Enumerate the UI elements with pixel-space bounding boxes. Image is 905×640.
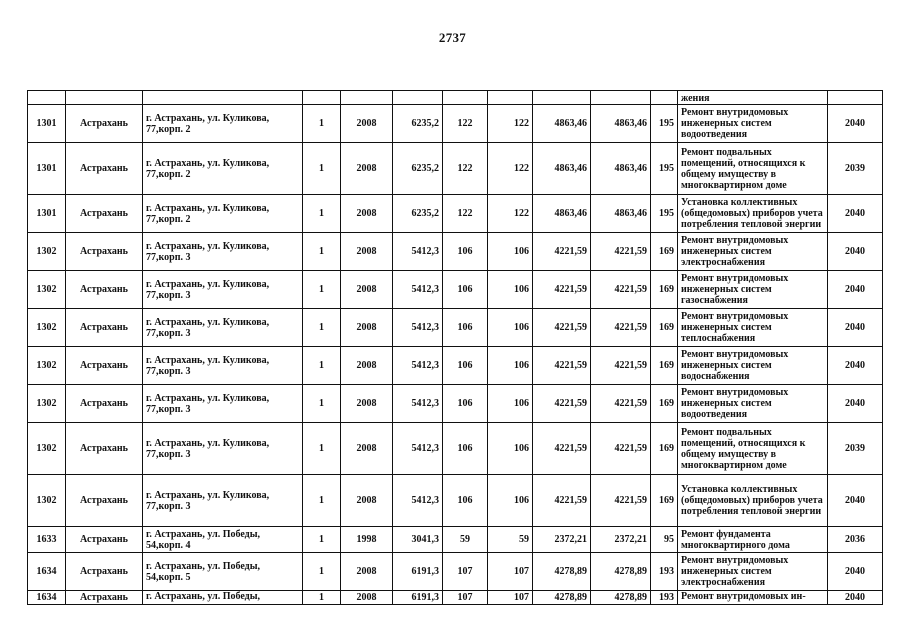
area-cell: 5412,3 bbox=[393, 475, 443, 527]
end-year-cell: 2039 bbox=[828, 423, 883, 475]
residents-cell: 107 bbox=[443, 591, 488, 605]
cost-total-cell: 4863,46 bbox=[591, 143, 651, 195]
work-cell: Ремонт фундамента многоквартирного дома bbox=[678, 527, 828, 553]
cost-cell: 4863,46 bbox=[533, 143, 591, 195]
address-cell: г. Астрахань, ул. Куликова, 77,корп. 3 bbox=[143, 347, 303, 385]
area-cell: 5412,3 bbox=[393, 423, 443, 475]
city-cell: Астрахань bbox=[66, 143, 143, 195]
id-cell: 1302 bbox=[28, 309, 66, 347]
address-cell: г. Астрахань, ул. Куликова, 77,корп. 3 bbox=[143, 271, 303, 309]
table-row bbox=[28, 195, 883, 233]
year-cell: 2008 bbox=[341, 271, 393, 309]
end-year-cell: 2040 bbox=[828, 309, 883, 347]
table-row bbox=[28, 347, 883, 385]
count-cell: 1 bbox=[303, 475, 341, 527]
residents-total-cell: 107 bbox=[488, 591, 533, 605]
id-cell: 1302 bbox=[28, 271, 66, 309]
works-table bbox=[27, 90, 883, 605]
unit-cost-cell: 169 bbox=[651, 475, 678, 527]
cost-total-cell: 4278,89 bbox=[591, 553, 651, 591]
work-cell: Ремонт внутридомовых инженерных систем газоснабжения bbox=[678, 271, 828, 309]
city-cell: Астрахань bbox=[66, 475, 143, 527]
end-year-cell: 2040 bbox=[828, 271, 883, 309]
area-cell: 6235,2 bbox=[393, 143, 443, 195]
table-row bbox=[28, 385, 883, 423]
work-cell: Ремонт внутридомовых инженерных систем электроснабжения bbox=[678, 553, 828, 591]
year-cell: 2008 bbox=[341, 475, 393, 527]
unit-cost-cell: 169 bbox=[651, 347, 678, 385]
residents-total-cell: 106 bbox=[488, 347, 533, 385]
count-cell: 1 bbox=[303, 271, 341, 309]
count-cell: 1 bbox=[303, 553, 341, 591]
work-cell: Ремонт внутридомовых инженерных систем водоснабжения bbox=[678, 347, 828, 385]
year-cell: 2008 bbox=[341, 309, 393, 347]
address-cell: г. Астрахань, ул. Победы, 54,корп. 5 bbox=[143, 553, 303, 591]
table-row bbox=[28, 143, 883, 195]
residents-cell: 122 bbox=[443, 143, 488, 195]
end-year-cell: 2040 bbox=[828, 233, 883, 271]
cost-total-cell: 4278,89 bbox=[591, 591, 651, 605]
area-cell: 5412,3 bbox=[393, 271, 443, 309]
work-cell: Ремонт внутридомовых инженерных систем теплоснабжения bbox=[678, 309, 828, 347]
address-cell: г. Астрахань, ул. Куликова, 77,корп. 3 bbox=[143, 309, 303, 347]
year-cell: 2008 bbox=[341, 143, 393, 195]
unit-cost-cell: 169 bbox=[651, 423, 678, 475]
id-cell: 1301 bbox=[28, 105, 66, 143]
table-row bbox=[28, 423, 883, 475]
end-year-cell: 2036 bbox=[828, 527, 883, 553]
count-cell: 1 bbox=[303, 309, 341, 347]
cost-cell: 4221,59 bbox=[533, 423, 591, 475]
area-cell: 5412,3 bbox=[393, 347, 443, 385]
table-row bbox=[28, 233, 883, 271]
address-cell: г. Астрахань, ул. Куликова, 77,корп. 3 bbox=[143, 475, 303, 527]
end-year-cell: 2040 bbox=[828, 347, 883, 385]
year-cell: 2008 bbox=[341, 233, 393, 271]
count-cell: 1 bbox=[303, 105, 341, 143]
year-cell: 2008 bbox=[341, 591, 393, 605]
cost-total-cell: 4863,46 bbox=[591, 105, 651, 143]
table-row bbox=[28, 527, 883, 553]
residents-cell: 106 bbox=[443, 271, 488, 309]
id-cell: 1633 bbox=[28, 527, 66, 553]
area-cell: 6191,3 bbox=[393, 553, 443, 591]
year-cell: 2008 bbox=[341, 553, 393, 591]
id-cell: 1634 bbox=[28, 591, 66, 605]
cost-total-cell: 4221,59 bbox=[591, 309, 651, 347]
id-cell: 1302 bbox=[28, 475, 66, 527]
end-year-cell: 2040 bbox=[828, 591, 883, 605]
address-cell: г. Астрахань, ул. Куликова, 77,корп. 2 bbox=[143, 105, 303, 143]
id-cell: 1634 bbox=[28, 553, 66, 591]
count-cell: 1 bbox=[303, 591, 341, 605]
city-cell: Астрахань bbox=[66, 271, 143, 309]
address-cell: г. Астрахань, ул. Куликова, 77,корп. 3 bbox=[143, 423, 303, 475]
year-cell: 1998 bbox=[341, 527, 393, 553]
id-cell: 1302 bbox=[28, 347, 66, 385]
address-cell: г. Астрахань, ул. Победы, bbox=[143, 591, 303, 605]
residents-cell: 122 bbox=[443, 195, 488, 233]
cost-cell: 4278,89 bbox=[533, 591, 591, 605]
residents-total-cell: 106 bbox=[488, 271, 533, 309]
address-cell: г. Астрахань, ул. Куликова, 77,корп. 2 bbox=[143, 143, 303, 195]
cost-total-cell: 4221,59 bbox=[591, 475, 651, 527]
address-cell: г. Астрахань, ул. Куликова, 77,корп. 3 bbox=[143, 233, 303, 271]
cost-cell: 4221,59 bbox=[533, 233, 591, 271]
unit-cost-cell: 169 bbox=[651, 233, 678, 271]
year-cell: 2008 bbox=[341, 195, 393, 233]
work-cell: Ремонт внутридомовых инженерных систем водоотведения bbox=[678, 105, 828, 143]
city-cell: Астрахань bbox=[66, 527, 143, 553]
residents-cell: 106 bbox=[443, 309, 488, 347]
unit-cost-cell: 193 bbox=[651, 591, 678, 605]
cost-total-cell: 2372,21 bbox=[591, 527, 651, 553]
residents-cell: 122 bbox=[443, 105, 488, 143]
area-cell: 5412,3 bbox=[393, 309, 443, 347]
city-cell: Астрахань bbox=[66, 591, 143, 605]
unit-cost-cell: 193 bbox=[651, 553, 678, 591]
address-cell: г. Астрахань, ул. Куликова, 77,корп. 2 bbox=[143, 195, 303, 233]
unit-cost-cell: 195 bbox=[651, 143, 678, 195]
cost-cell: 4221,59 bbox=[533, 309, 591, 347]
count-cell: 1 bbox=[303, 143, 341, 195]
area-cell: 6235,2 bbox=[393, 105, 443, 143]
cost-cell: 4221,59 bbox=[533, 475, 591, 527]
id-cell: 1301 bbox=[28, 143, 66, 195]
area-cell: 6191,3 bbox=[393, 591, 443, 605]
end-year-cell: 2040 bbox=[828, 385, 883, 423]
residents-total-cell: 106 bbox=[488, 475, 533, 527]
work-cell: Ремонт подвальных помещений, относящихся к общему имуществу в многоквартирном доме bbox=[678, 423, 828, 475]
residents-total-cell: 106 bbox=[488, 309, 533, 347]
year-cell: 2008 bbox=[341, 385, 393, 423]
address-cell: г. Астрахань, ул. Победы, 54,корп. 4 bbox=[143, 527, 303, 553]
table-row bbox=[28, 475, 883, 527]
work-cell: Ремонт подвальных помещений, относящихся к общему имуществу в многоквартирном доме bbox=[678, 143, 828, 195]
city-cell: Астрахань bbox=[66, 423, 143, 475]
work-cell: Установка коллективных (общедомовых) приборов учета потребления тепловой энергии bbox=[678, 475, 828, 527]
count-cell: 1 bbox=[303, 527, 341, 553]
residents-cell: 106 bbox=[443, 385, 488, 423]
unit-cost-cell: 169 bbox=[651, 385, 678, 423]
table-row bbox=[28, 309, 883, 347]
end-year-cell: 2040 bbox=[828, 195, 883, 233]
area-cell: 5412,3 bbox=[393, 233, 443, 271]
unit-cost-cell: 95 bbox=[651, 527, 678, 553]
unit-cost-cell: 169 bbox=[651, 271, 678, 309]
city-cell: Астрахань bbox=[66, 233, 143, 271]
residents-total-cell: 106 bbox=[488, 233, 533, 271]
count-cell: 1 bbox=[303, 385, 341, 423]
count-cell: 1 bbox=[303, 423, 341, 475]
residents-total-cell: 122 bbox=[488, 105, 533, 143]
cost-total-cell: 4221,59 bbox=[591, 423, 651, 475]
end-year-cell: 2040 bbox=[828, 553, 883, 591]
unit-cost-cell: 169 bbox=[651, 309, 678, 347]
cost-total-cell: 4863,46 bbox=[591, 195, 651, 233]
year-cell: 2008 bbox=[341, 423, 393, 475]
cost-cell: 4221,59 bbox=[533, 385, 591, 423]
residents-total-cell: 106 bbox=[488, 385, 533, 423]
cost-cell: 4863,46 bbox=[533, 195, 591, 233]
table-row bbox=[28, 105, 883, 143]
cost-cell: 4221,59 bbox=[533, 347, 591, 385]
id-cell: 1302 bbox=[28, 233, 66, 271]
city-cell: Астрахань bbox=[66, 553, 143, 591]
page-number: 2737 bbox=[438, 30, 467, 45]
end-year-cell: 2040 bbox=[828, 105, 883, 143]
city-cell: Астрахань bbox=[66, 105, 143, 143]
work-cell: Ремонт внутридомовых инженерных систем электроснабжения bbox=[678, 233, 828, 271]
residents-total-cell: 122 bbox=[488, 143, 533, 195]
city-cell: Астрахань bbox=[66, 385, 143, 423]
residents-cell: 59 bbox=[443, 527, 488, 553]
work-cell: Ремонт внутридомовых ин- bbox=[678, 591, 828, 605]
count-cell: 1 bbox=[303, 347, 341, 385]
city-cell: Астрахань bbox=[66, 309, 143, 347]
residents-total-cell: 107 bbox=[488, 553, 533, 591]
cost-total-cell: 4221,59 bbox=[591, 347, 651, 385]
area-cell: 3041,3 bbox=[393, 527, 443, 553]
cost-cell: 4221,59 bbox=[533, 271, 591, 309]
count-cell: 1 bbox=[303, 233, 341, 271]
id-cell: 1301 bbox=[28, 195, 66, 233]
cost-total-cell: 4221,59 bbox=[591, 385, 651, 423]
cost-total-cell: 4221,59 bbox=[591, 233, 651, 271]
work-cell: Установка коллективных (общедомовых) приборов учета потребления тепловой энергии bbox=[678, 195, 828, 233]
area-cell: 6235,2 bbox=[393, 195, 443, 233]
residents-total-cell: 122 bbox=[488, 195, 533, 233]
id-cell: 1302 bbox=[28, 423, 66, 475]
end-year-cell: 2039 bbox=[828, 143, 883, 195]
residents-cell: 106 bbox=[443, 475, 488, 527]
residents-cell: 106 bbox=[443, 423, 488, 475]
unit-cost-cell: 195 bbox=[651, 105, 678, 143]
table-row bbox=[28, 553, 883, 591]
residents-total-cell: 59 bbox=[488, 527, 533, 553]
residents-cell: 106 bbox=[443, 347, 488, 385]
work-cell: Ремонт внутридомовых инженерных систем водоотведения bbox=[678, 385, 828, 423]
cost-cell: 4278,89 bbox=[533, 553, 591, 591]
cost-cell: 4863,46 bbox=[533, 105, 591, 143]
city-cell: Астрахань bbox=[66, 347, 143, 385]
table-row bbox=[28, 271, 883, 309]
cost-cell: 2372,21 bbox=[533, 527, 591, 553]
address-cell: г. Астрахань, ул. Куликова, 77,корп. 3 bbox=[143, 385, 303, 423]
residents-cell: 107 bbox=[443, 553, 488, 591]
year-cell: 2008 bbox=[341, 105, 393, 143]
area-cell: 5412,3 bbox=[393, 385, 443, 423]
cost-total-cell: 4221,59 bbox=[591, 271, 651, 309]
table-row bbox=[28, 591, 883, 605]
residents-cell: 106 bbox=[443, 233, 488, 271]
city-cell: Астрахань bbox=[66, 195, 143, 233]
unit-cost-cell: 195 bbox=[651, 195, 678, 233]
year-cell: 2008 bbox=[341, 347, 393, 385]
end-year-cell: 2040 bbox=[828, 475, 883, 527]
id-cell: 1302 bbox=[28, 385, 66, 423]
work-cell: жения bbox=[678, 91, 828, 105]
residents-total-cell: 106 bbox=[488, 423, 533, 475]
count-cell: 1 bbox=[303, 195, 341, 233]
table-row-continuation bbox=[28, 91, 883, 105]
